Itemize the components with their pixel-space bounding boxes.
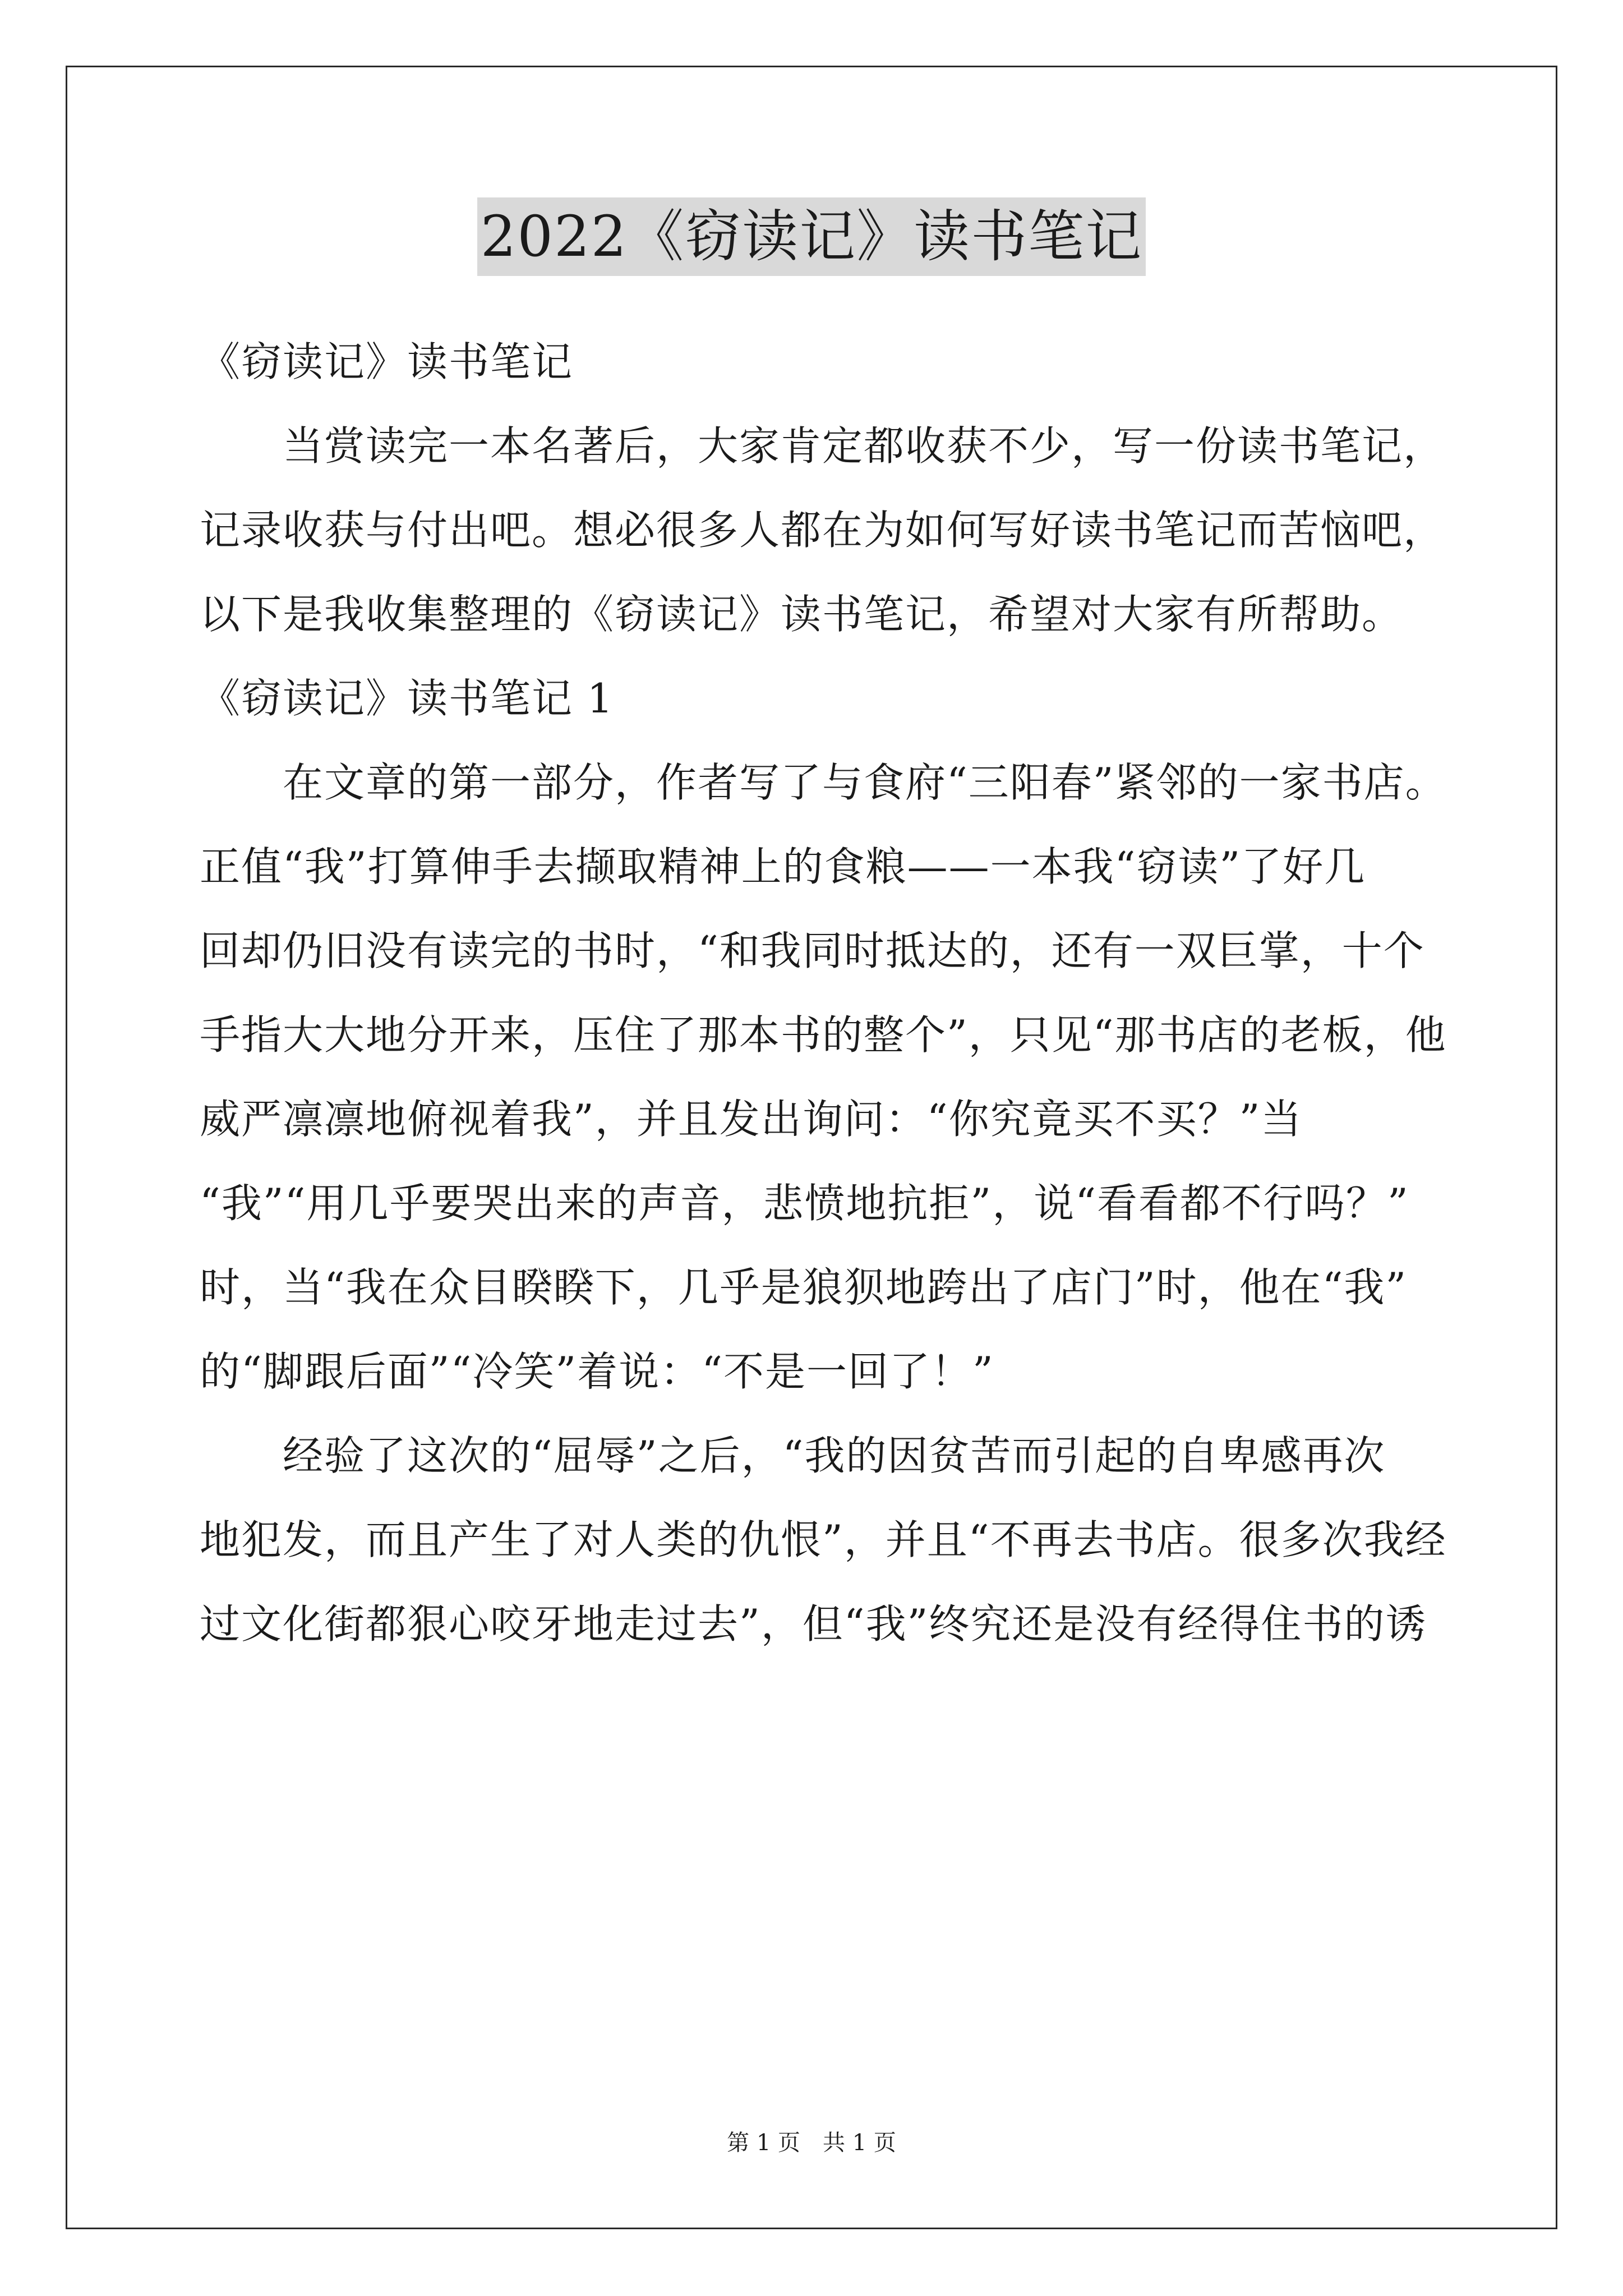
text-line: 《窃读记》读书笔记 1 [200,675,614,722]
text-line: 经验了这次的“屈辱”之后，“我的因贫苦而引起的自卑感再次 [283,1432,1386,1479]
text-line: 地犯发，而且产生了对人类的仇恨”，并且“不再去书店。很多次我经 [200,1516,1447,1563]
page-footer: 第 1 页 共 1 页 [727,2130,896,2156]
text-line: 当赏读完一本名著后，大家肯定都收获不少，写一份读书笔记， [283,422,1445,470]
text-line: 过文化街都狠心咬牙地走过去”，但“我”终究还是没有经得住书的诱 [200,1600,1427,1648]
text-line: 手指大大地分开来，压住了那本书的整个”，只见“那书店的老板，他 [200,1011,1447,1059]
title-container [0,197,1623,276]
text-line: 正值“我”打算伸手去撷取精神上的食粮——一本我“窃读”了好几 [200,843,1366,890]
text-line: 时，当“我在众目睽睽下，几乎是狼狈地跨出了店门”时，他在“我” [200,1264,1408,1311]
document-body [200,320,1447,1666]
text-line: 威严凛凛地俯视着我”，并且发出询问：“你究竟买不买？”当 [200,1096,1303,1143]
document-title: 2022《窃读记》读书笔记 [477,197,1146,276]
text-line: “我”“用几乎要哭出来的声音，悲愤地抗拒”，说“看看都不行吗？” [200,1180,1409,1227]
text-line: 以下是我收集整理的《窃读记》读书笔记，希望对大家有所帮助。 [200,591,1404,638]
text-line: 回却仍旧没有读完的书时，“和我同时抵达的，还有一双巨掌，十个 [200,927,1425,974]
text-line: 记录收获与付出吧。想必很多人都在为如何写好读书笔记而苦恼吧， [200,507,1445,554]
text-line: 在文章的第一部分，作者写了与食府“三阳春”紧邻的一家书店。 [283,759,1447,806]
text-line: 《窃读记》读书笔记 [200,338,574,385]
text-line: 的“脚跟后面”“冷笑”着说：“不是一回了！” [200,1348,994,1395]
